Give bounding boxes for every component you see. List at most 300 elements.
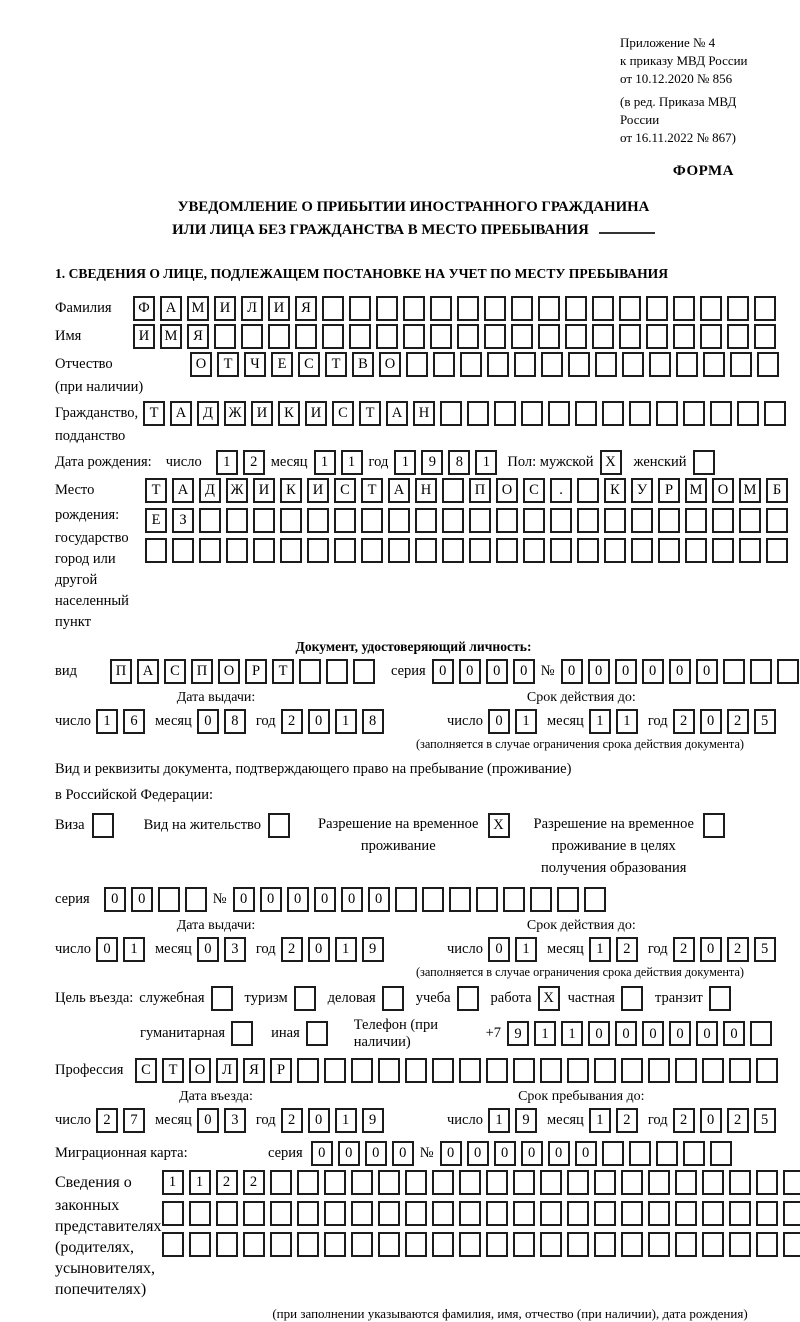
char-box[interactable] — [432, 1058, 454, 1083]
char-box[interactable] — [361, 538, 383, 563]
stay-day-boxes[interactable] — [488, 1108, 537, 1133]
char-box[interactable] — [513, 1232, 535, 1257]
char-box[interactable] — [513, 1058, 535, 1083]
char-box[interactable] — [594, 1058, 616, 1083]
doc-issue-day-boxes[interactable] — [96, 709, 145, 734]
char-box[interactable]: С — [135, 1058, 157, 1083]
char-box[interactable] — [700, 296, 722, 321]
char-box[interactable]: И — [253, 478, 275, 503]
char-box[interactable]: 2 — [727, 1108, 749, 1133]
char-box[interactable]: 0 — [260, 887, 282, 912]
char-box[interactable] — [449, 887, 471, 912]
char-box[interactable]: Н — [413, 401, 435, 426]
char-box[interactable]: 0 — [314, 887, 336, 912]
char-box[interactable]: М — [685, 478, 707, 503]
char-box[interactable] — [351, 1201, 373, 1226]
birthplace-row1-boxes[interactable] — [145, 478, 788, 503]
birth-day-boxes[interactable] — [216, 450, 265, 475]
representatives-row3-boxes[interactable] — [162, 1232, 800, 1257]
char-box[interactable]: У — [631, 478, 653, 503]
char-box[interactable] — [700, 324, 722, 349]
purpose-private-checkbox[interactable] — [621, 986, 643, 1011]
char-box[interactable] — [162, 1201, 184, 1226]
char-box[interactable] — [378, 1058, 400, 1083]
char-box[interactable]: М — [160, 324, 182, 349]
char-box[interactable] — [306, 1021, 328, 1046]
char-box[interactable]: 0 — [548, 1141, 570, 1166]
char-box[interactable] — [376, 324, 398, 349]
char-box[interactable] — [299, 659, 321, 684]
permit-issue-day-boxes[interactable] — [96, 937, 145, 962]
char-box[interactable]: Р — [658, 478, 680, 503]
char-box[interactable]: Ж — [226, 478, 248, 503]
char-box[interactable] — [353, 659, 375, 684]
char-box[interactable]: А — [137, 659, 159, 684]
stay-month-boxes[interactable] — [589, 1108, 638, 1133]
doc-issue-year-boxes[interactable] — [281, 709, 384, 734]
char-box[interactable]: 0 — [642, 1021, 664, 1046]
char-box[interactable]: 0 — [494, 1141, 516, 1166]
char-box[interactable]: И — [133, 324, 155, 349]
char-box[interactable]: 1 — [162, 1170, 184, 1195]
doc-number-boxes[interactable] — [561, 659, 800, 684]
char-box[interactable]: Т — [325, 352, 347, 377]
char-box[interactable] — [709, 986, 731, 1011]
char-box[interactable]: 9 — [515, 1108, 537, 1133]
stay-year-boxes[interactable] — [673, 1108, 776, 1133]
char-box[interactable]: 0 — [561, 659, 583, 684]
char-box[interactable]: 0 — [588, 659, 610, 684]
temp-edu-checkbox[interactable] — [703, 813, 725, 838]
char-box[interactable]: О — [496, 478, 518, 503]
char-box[interactable] — [513, 1170, 535, 1195]
char-box[interactable] — [648, 1170, 670, 1195]
char-box[interactable]: Я — [187, 324, 209, 349]
char-box[interactable] — [540, 1058, 562, 1083]
char-box[interactable]: 1 — [216, 450, 238, 475]
char-box[interactable]: 0 — [486, 659, 508, 684]
char-box[interactable]: 2 — [216, 1170, 238, 1195]
char-box[interactable] — [575, 401, 597, 426]
char-box[interactable]: 1 — [123, 937, 145, 962]
char-box[interactable] — [496, 508, 518, 533]
char-box[interactable] — [334, 508, 356, 533]
char-box[interactable] — [440, 401, 462, 426]
permit-valid-day-boxes[interactable] — [488, 937, 537, 962]
char-box[interactable]: 0 — [459, 659, 481, 684]
char-box[interactable]: 1 — [475, 450, 497, 475]
char-box[interactable] — [280, 538, 302, 563]
char-box[interactable] — [226, 538, 248, 563]
char-box[interactable] — [777, 659, 799, 684]
char-box[interactable] — [550, 508, 572, 533]
char-box[interactable] — [712, 508, 734, 533]
char-box[interactable] — [621, 1232, 643, 1257]
char-box[interactable] — [324, 1170, 346, 1195]
char-box[interactable] — [548, 401, 570, 426]
char-box[interactable] — [469, 508, 491, 533]
char-box[interactable] — [378, 1201, 400, 1226]
char-box[interactable] — [621, 986, 643, 1011]
char-box[interactable]: Т — [162, 1058, 184, 1083]
char-box[interactable]: О — [218, 659, 240, 684]
char-box[interactable] — [702, 1201, 724, 1226]
char-box[interactable]: 1 — [335, 937, 357, 962]
char-box[interactable] — [484, 296, 506, 321]
char-box[interactable]: 1 — [96, 709, 118, 734]
char-box[interactable] — [727, 324, 749, 349]
char-box[interactable]: Е — [271, 352, 293, 377]
char-box[interactable]: 0 — [700, 937, 722, 962]
char-box[interactable]: 0 — [308, 1108, 330, 1133]
char-box[interactable] — [459, 1170, 481, 1195]
char-box[interactable] — [442, 538, 464, 563]
char-box[interactable]: Д — [197, 401, 219, 426]
char-box[interactable]: П — [469, 478, 491, 503]
char-box[interactable]: 1 — [515, 937, 537, 962]
char-box[interactable] — [602, 1141, 624, 1166]
char-box[interactable]: 2 — [243, 450, 265, 475]
char-box[interactable] — [702, 1058, 724, 1083]
char-box[interactable]: 9 — [362, 937, 384, 962]
char-box[interactable] — [683, 1141, 705, 1166]
patronymic-boxes[interactable] — [190, 352, 779, 377]
char-box[interactable] — [658, 538, 680, 563]
representatives-row1-boxes[interactable] — [162, 1170, 800, 1195]
char-box[interactable]: X — [538, 986, 560, 1011]
char-box[interactable]: 0 — [287, 887, 309, 912]
representatives-row2-boxes[interactable] — [162, 1201, 800, 1226]
char-box[interactable] — [460, 352, 482, 377]
char-box[interactable] — [376, 296, 398, 321]
char-box[interactable] — [469, 538, 491, 563]
char-box[interactable]: 2 — [281, 1108, 303, 1133]
char-box[interactable] — [621, 1170, 643, 1195]
char-box[interactable]: X — [600, 450, 622, 475]
char-box[interactable] — [351, 1232, 373, 1257]
char-box[interactable] — [243, 1201, 265, 1226]
char-box[interactable]: 1 — [589, 709, 611, 734]
char-box[interactable] — [619, 324, 641, 349]
char-box[interactable] — [253, 538, 275, 563]
char-box[interactable] — [395, 887, 417, 912]
char-box[interactable]: Р — [245, 659, 267, 684]
char-box[interactable] — [442, 478, 464, 503]
purpose-other-checkbox[interactable] — [306, 1021, 328, 1046]
char-box[interactable]: 1 — [616, 709, 638, 734]
citizenship-boxes[interactable] — [143, 401, 786, 426]
char-box[interactable]: И — [307, 478, 329, 503]
char-box[interactable] — [658, 508, 680, 533]
char-box[interactable] — [676, 352, 698, 377]
char-box[interactable] — [631, 538, 653, 563]
char-box[interactable] — [592, 324, 614, 349]
char-box[interactable] — [577, 538, 599, 563]
char-box[interactable] — [521, 401, 543, 426]
char-box[interactable] — [467, 401, 489, 426]
char-box[interactable] — [388, 508, 410, 533]
char-box[interactable]: 2 — [96, 1108, 118, 1133]
char-box[interactable] — [326, 659, 348, 684]
char-box[interactable] — [604, 508, 626, 533]
char-box[interactable] — [673, 324, 695, 349]
char-box[interactable] — [324, 1058, 346, 1083]
char-box[interactable] — [199, 508, 221, 533]
birthplace-row3-boxes[interactable] — [145, 538, 788, 563]
char-box[interactable]: 9 — [362, 1108, 384, 1133]
char-box[interactable] — [486, 1232, 508, 1257]
char-box[interactable] — [349, 296, 371, 321]
purpose-business-checkbox[interactable] — [382, 986, 404, 1011]
birth-month-boxes[interactable] — [314, 450, 363, 475]
char-box[interactable]: О — [189, 1058, 211, 1083]
char-box[interactable]: 8 — [224, 709, 246, 734]
char-box[interactable] — [172, 538, 194, 563]
char-box[interactable] — [685, 538, 707, 563]
char-box[interactable]: 2 — [727, 937, 749, 962]
char-box[interactable] — [631, 508, 653, 533]
char-box[interactable]: 0 — [575, 1141, 597, 1166]
char-box[interactable] — [243, 1232, 265, 1257]
char-box[interactable] — [756, 1058, 778, 1083]
entry-year-boxes[interactable] — [281, 1108, 384, 1133]
char-box[interactable]: 0 — [311, 1141, 333, 1166]
char-box[interactable] — [604, 538, 626, 563]
purpose-tourism-checkbox[interactable] — [294, 986, 316, 1011]
char-box[interactable]: 0 — [440, 1141, 462, 1166]
char-box[interactable] — [622, 352, 644, 377]
char-box[interactable] — [538, 324, 560, 349]
char-box[interactable]: 0 — [588, 1021, 610, 1046]
char-box[interactable]: 0 — [197, 1108, 219, 1133]
char-box[interactable] — [621, 1058, 643, 1083]
visa-checkbox[interactable] — [92, 813, 114, 838]
char-box[interactable] — [403, 296, 425, 321]
char-box[interactable]: К — [604, 478, 626, 503]
char-box[interactable] — [406, 352, 428, 377]
char-box[interactable] — [550, 538, 572, 563]
char-box[interactable]: 0 — [104, 887, 126, 912]
char-box[interactable]: 0 — [338, 1141, 360, 1166]
char-box[interactable] — [432, 1232, 454, 1257]
char-box[interactable]: К — [280, 478, 302, 503]
char-box[interactable] — [577, 508, 599, 533]
char-box[interactable] — [351, 1058, 373, 1083]
char-box[interactable]: 0 — [308, 709, 330, 734]
char-box[interactable]: 9 — [507, 1021, 529, 1046]
char-box[interactable]: 1 — [314, 450, 336, 475]
char-box[interactable] — [629, 401, 651, 426]
char-box[interactable] — [577, 478, 599, 503]
char-box[interactable] — [459, 1201, 481, 1226]
char-box[interactable] — [756, 1232, 778, 1257]
char-box[interactable] — [621, 1201, 643, 1226]
char-box[interactable] — [594, 1232, 616, 1257]
char-box[interactable] — [297, 1232, 319, 1257]
birth-year-boxes[interactable] — [394, 450, 497, 475]
profession-boxes[interactable] — [135, 1058, 778, 1083]
char-box[interactable] — [405, 1170, 427, 1195]
char-box[interactable]: О — [190, 352, 212, 377]
char-box[interactable] — [268, 813, 290, 838]
char-box[interactable]: С — [164, 659, 186, 684]
char-box[interactable]: Я — [295, 296, 317, 321]
char-box[interactable] — [514, 352, 536, 377]
char-box[interactable] — [270, 1201, 292, 1226]
migcard-number-boxes[interactable] — [440, 1141, 732, 1166]
char-box[interactable]: 1 — [394, 450, 416, 475]
char-box[interactable] — [494, 401, 516, 426]
permit-issue-year-boxes[interactable] — [281, 937, 384, 962]
char-box[interactable] — [378, 1170, 400, 1195]
char-box[interactable] — [723, 659, 745, 684]
char-box[interactable] — [457, 296, 479, 321]
char-box[interactable] — [710, 401, 732, 426]
char-box[interactable] — [685, 508, 707, 533]
char-box[interactable] — [766, 508, 788, 533]
char-box[interactable] — [729, 1232, 751, 1257]
char-box[interactable] — [703, 352, 725, 377]
char-box[interactable]: 0 — [642, 659, 664, 684]
char-box[interactable] — [567, 1170, 589, 1195]
char-box[interactable] — [484, 324, 506, 349]
char-box[interactable]: Н — [415, 478, 437, 503]
char-box[interactable] — [307, 538, 329, 563]
char-box[interactable] — [764, 401, 786, 426]
char-box[interactable] — [750, 1021, 772, 1046]
permit-series-boxes[interactable] — [104, 887, 207, 912]
doc-valid-month-boxes[interactable] — [589, 709, 638, 734]
purpose-humanitarian-checkbox[interactable] — [231, 1021, 253, 1046]
char-box[interactable]: 0 — [488, 937, 510, 962]
char-box[interactable] — [405, 1201, 427, 1226]
entry-month-boxes[interactable] — [197, 1108, 246, 1133]
char-box[interactable] — [783, 1201, 800, 1226]
char-box[interactable] — [729, 1170, 751, 1195]
char-box[interactable]: А — [388, 478, 410, 503]
char-box[interactable] — [594, 1201, 616, 1226]
char-box[interactable] — [710, 1141, 732, 1166]
char-box[interactable] — [675, 1058, 697, 1083]
char-box[interactable]: 5 — [754, 1108, 776, 1133]
char-box[interactable]: П — [191, 659, 213, 684]
char-box[interactable]: А — [172, 478, 194, 503]
char-box[interactable]: 1 — [561, 1021, 583, 1046]
char-box[interactable] — [322, 296, 344, 321]
char-box[interactable] — [231, 1021, 253, 1046]
migcard-series-boxes[interactable] — [311, 1141, 414, 1166]
char-box[interactable] — [703, 813, 725, 838]
char-box[interactable]: 2 — [616, 1108, 638, 1133]
doc-valid-day-boxes[interactable] — [488, 709, 537, 734]
char-box[interactable]: 1 — [488, 1108, 510, 1133]
char-box[interactable]: 0 — [341, 887, 363, 912]
char-box[interactable] — [649, 352, 671, 377]
char-box[interactable]: Я — [243, 1058, 265, 1083]
char-box[interactable]: 2 — [281, 937, 303, 962]
char-box[interactable] — [729, 1201, 751, 1226]
char-box[interactable] — [538, 296, 560, 321]
char-box[interactable] — [595, 352, 617, 377]
char-box[interactable]: 1 — [589, 1108, 611, 1133]
char-box[interactable]: Ж — [224, 401, 246, 426]
char-box[interactable] — [459, 1058, 481, 1083]
char-box[interactable]: X — [488, 813, 510, 838]
char-box[interactable] — [415, 538, 437, 563]
char-box[interactable]: С — [332, 401, 354, 426]
char-box[interactable] — [433, 352, 455, 377]
char-box[interactable] — [739, 508, 761, 533]
char-box[interactable] — [567, 1058, 589, 1083]
char-box[interactable]: Д — [199, 478, 221, 503]
char-box[interactable] — [388, 538, 410, 563]
char-box[interactable] — [297, 1201, 319, 1226]
char-box[interactable]: К — [278, 401, 300, 426]
char-box[interactable] — [540, 1232, 562, 1257]
char-box[interactable] — [693, 450, 715, 475]
char-box[interactable] — [459, 1232, 481, 1257]
doc-issue-month-boxes[interactable] — [197, 709, 246, 734]
char-box[interactable] — [216, 1201, 238, 1226]
char-box[interactable]: П — [110, 659, 132, 684]
char-box[interactable] — [415, 508, 437, 533]
birthplace-row2-boxes[interactable] — [145, 508, 788, 533]
char-box[interactable] — [584, 887, 606, 912]
char-box[interactable] — [568, 352, 590, 377]
char-box[interactable]: С — [523, 478, 545, 503]
char-box[interactable]: 2 — [243, 1170, 265, 1195]
char-box[interactable] — [297, 1058, 319, 1083]
char-box[interactable] — [511, 296, 533, 321]
permit-number-boxes[interactable] — [233, 887, 606, 912]
char-box[interactable]: М — [187, 296, 209, 321]
char-box[interactable]: 0 — [700, 1108, 722, 1133]
char-box[interactable] — [253, 508, 275, 533]
char-box[interactable]: Б — [766, 478, 788, 503]
char-box[interactable] — [513, 1201, 535, 1226]
char-box[interactable] — [199, 538, 221, 563]
char-box[interactable] — [307, 508, 329, 533]
char-box[interactable]: 1 — [589, 937, 611, 962]
char-box[interactable] — [158, 887, 180, 912]
char-box[interactable] — [486, 1058, 508, 1083]
char-box[interactable] — [592, 296, 614, 321]
purpose-work-checkbox[interactable] — [538, 986, 560, 1011]
char-box[interactable] — [756, 1170, 778, 1195]
char-box[interactable] — [486, 1201, 508, 1226]
char-box[interactable] — [457, 324, 479, 349]
char-box[interactable] — [683, 401, 705, 426]
char-box[interactable]: С — [298, 352, 320, 377]
char-box[interactable]: 1 — [189, 1170, 211, 1195]
char-box[interactable] — [324, 1232, 346, 1257]
char-box[interactable] — [403, 324, 425, 349]
char-box[interactable] — [145, 538, 167, 563]
char-box[interactable]: Е — [145, 508, 167, 533]
char-box[interactable] — [442, 508, 464, 533]
char-box[interactable]: Р — [270, 1058, 292, 1083]
char-box[interactable] — [783, 1170, 800, 1195]
char-box[interactable] — [361, 508, 383, 533]
char-box[interactable]: 0 — [615, 1021, 637, 1046]
char-box[interactable]: 0 — [513, 659, 535, 684]
char-box[interactable] — [189, 1232, 211, 1257]
char-box[interactable]: 1 — [335, 1108, 357, 1133]
char-box[interactable] — [503, 887, 525, 912]
char-box[interactable] — [378, 1232, 400, 1257]
char-box[interactable]: 0 — [669, 1021, 691, 1046]
char-box[interactable]: 1 — [534, 1021, 556, 1046]
